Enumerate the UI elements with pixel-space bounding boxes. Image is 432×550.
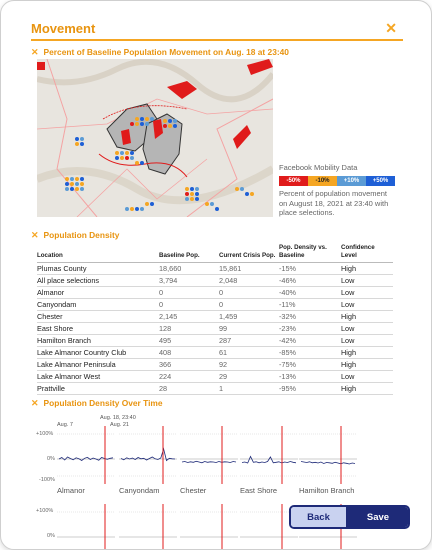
- mini-chart-row2: [119, 504, 177, 550]
- table-cell: Lake Almanor Country Club: [37, 347, 159, 359]
- table-cell: 1: [219, 383, 279, 395]
- table-cell: 99: [219, 323, 279, 335]
- table-cell: High: [341, 347, 393, 359]
- mobility-map[interactable]: [37, 59, 273, 217]
- annotation-current: Aug. 18, 23:40: [100, 415, 136, 421]
- table-cell: 287: [219, 335, 279, 347]
- table-cell: -11%: [279, 299, 341, 311]
- table-row: [37, 323, 393, 335]
- mini-chart-row2-svg: [57, 504, 115, 550]
- table-cell: 92: [219, 359, 279, 371]
- table-cell: High: [341, 263, 393, 275]
- mini-chart: [240, 426, 298, 484]
- map-section-title[interactable]: [31, 47, 289, 58]
- table-cell: Hamilton Branch: [37, 335, 159, 347]
- table-cell: 2,048: [219, 275, 279, 287]
- panel-header: [31, 19, 403, 41]
- table-cell: 0: [219, 287, 279, 299]
- time-section-title[interactable]: [31, 398, 163, 409]
- table-cell: 408: [159, 347, 219, 359]
- legend-swatch-1: -10%: [308, 176, 337, 186]
- table-cell: 0: [159, 299, 219, 311]
- map-section-title-text: Percent of Baseline Population Movement on Aug. 18 at 23:40: [43, 47, 289, 57]
- table-row: [37, 335, 393, 347]
- table-row: [37, 383, 393, 395]
- table-row: [37, 371, 393, 383]
- table-cell: Low: [341, 335, 393, 347]
- table-cell: Low: [341, 323, 393, 335]
- mini-chart: [299, 426, 357, 484]
- annotation-aug21: Aug. 21: [110, 422, 129, 428]
- y-tick-bottom: -100%: [39, 477, 55, 483]
- table-cell: -13%: [279, 371, 341, 383]
- mini-chart-row2-svg: [119, 504, 177, 550]
- y-tick-zero: 0%: [47, 456, 55, 462]
- mini-chart-row2-svg: [180, 504, 238, 550]
- save-button[interactable]: Save: [348, 507, 408, 527]
- mini-chart-row2: [57, 504, 115, 550]
- table-cell: -40%: [279, 287, 341, 299]
- mini-chart-svg: [299, 426, 357, 484]
- table-cell: Low: [341, 371, 393, 383]
- table-row: [37, 347, 393, 359]
- series-line: [301, 462, 355, 465]
- table-row: [37, 311, 393, 323]
- table-cell: -15%: [279, 263, 341, 275]
- column-header: Location: [37, 243, 159, 263]
- mini-chart-label: East Shore: [240, 486, 278, 495]
- table-cell: Low: [341, 299, 393, 311]
- mini-chart-label: Canyondam: [119, 486, 160, 495]
- table-cell: -75%: [279, 359, 341, 371]
- mini-chart: [119, 426, 177, 484]
- table-cell: 128: [159, 323, 219, 335]
- table-cell: 3,794: [159, 275, 219, 287]
- table-cell: High: [341, 359, 393, 371]
- table-cell: 1,459: [219, 311, 279, 323]
- table-cell: -42%: [279, 335, 341, 347]
- table-cell: 2,145: [159, 311, 219, 323]
- table-row: [37, 299, 393, 311]
- panel-title: Movement: [31, 21, 96, 36]
- table-cell: -46%: [279, 275, 341, 287]
- annotation-aug7: Aug. 7: [57, 422, 73, 428]
- table-cell: High: [341, 311, 393, 323]
- table-cell: All place selections: [37, 275, 159, 287]
- map-legend: [279, 176, 395, 186]
- table-cell: -32%: [279, 311, 341, 323]
- table-cell: 0: [159, 287, 219, 299]
- legend-swatch-3: +50%: [366, 176, 395, 186]
- table-cell: 15,861: [219, 263, 279, 275]
- mini-chart-svg: [119, 426, 177, 484]
- table-cell: Lake Almanor Peninsula: [37, 359, 159, 371]
- collapse-icon[interactable]: ✕: [31, 398, 39, 408]
- collapse-icon[interactable]: ✕: [31, 230, 39, 240]
- table-cell: 28: [159, 383, 219, 395]
- table-row: [37, 263, 393, 275]
- close-icon[interactable]: ✕: [385, 20, 397, 36]
- table-cell: Prattville: [37, 383, 159, 395]
- legend-swatch-0: -50%: [279, 176, 308, 186]
- mini-chart-row2: [180, 504, 238, 550]
- table-cell: 0: [219, 299, 279, 311]
- table-cell: -95%: [279, 383, 341, 395]
- table-cell: Lake Almanor West: [37, 371, 159, 383]
- table-cell: Low: [341, 287, 393, 299]
- mini-chart-label: Chester: [180, 486, 207, 495]
- table-cell: East Shore: [37, 323, 159, 335]
- series-line: [242, 457, 296, 464]
- mini-chart-svg: [57, 426, 115, 484]
- mini-chart-svg: [240, 426, 298, 484]
- collapse-icon[interactable]: ✕: [31, 47, 39, 57]
- table-cell: Canyondam: [37, 299, 159, 311]
- population-density-table: [37, 243, 393, 395]
- legend-swatch-2: +10%: [337, 176, 366, 186]
- map-description: Percent of population movement on August 18, 2021 at 23:40 with place selections.: [279, 189, 389, 217]
- table-cell: Low: [341, 275, 393, 287]
- back-button[interactable]: Back: [291, 507, 348, 527]
- table-row: [37, 275, 393, 287]
- mini-chart: [180, 426, 238, 484]
- y-tick-top: +100%: [36, 431, 54, 437]
- action-buttons: [289, 505, 410, 529]
- table-cell: -23%: [279, 323, 341, 335]
- time-section-title-text: Population Density Over Time: [43, 398, 163, 408]
- legend-title: Facebook Mobility Data: [279, 163, 358, 172]
- table-cell: Plumas County: [37, 263, 159, 275]
- table-cell: Chester: [37, 311, 159, 323]
- map-graphic: [37, 59, 273, 217]
- table-cell: 366: [159, 359, 219, 371]
- column-header: Baseline Pop.: [159, 243, 219, 263]
- column-header: Current Crisis Pop.: [219, 243, 279, 263]
- table-cell: 224: [159, 371, 219, 383]
- column-header: Pop. Density vs. Baseline: [279, 243, 341, 263]
- table-row: [37, 359, 393, 371]
- density-section-title[interactable]: [31, 230, 119, 241]
- mini-chart-svg: [180, 426, 238, 484]
- table-cell: -85%: [279, 347, 341, 359]
- y-tick-zero-row2: 0%: [47, 533, 55, 539]
- table-cell: 61: [219, 347, 279, 359]
- series-line: [182, 461, 236, 463]
- table-cell: 18,660: [159, 263, 219, 275]
- table-row: [37, 287, 393, 299]
- column-header: Confidence Level: [341, 243, 393, 263]
- density-section-title-text: Population Density: [43, 230, 120, 240]
- mini-chart-label: Hamilton Branch: [299, 486, 355, 495]
- mini-chart: [57, 426, 115, 484]
- y-tick-top-row2: +100%: [36, 508, 54, 514]
- table-cell: 29: [219, 371, 279, 383]
- table-cell: High: [341, 383, 393, 395]
- mini-chart-label: Almanor: [57, 486, 85, 495]
- table-cell: Almanor: [37, 287, 159, 299]
- table-cell: 495: [159, 335, 219, 347]
